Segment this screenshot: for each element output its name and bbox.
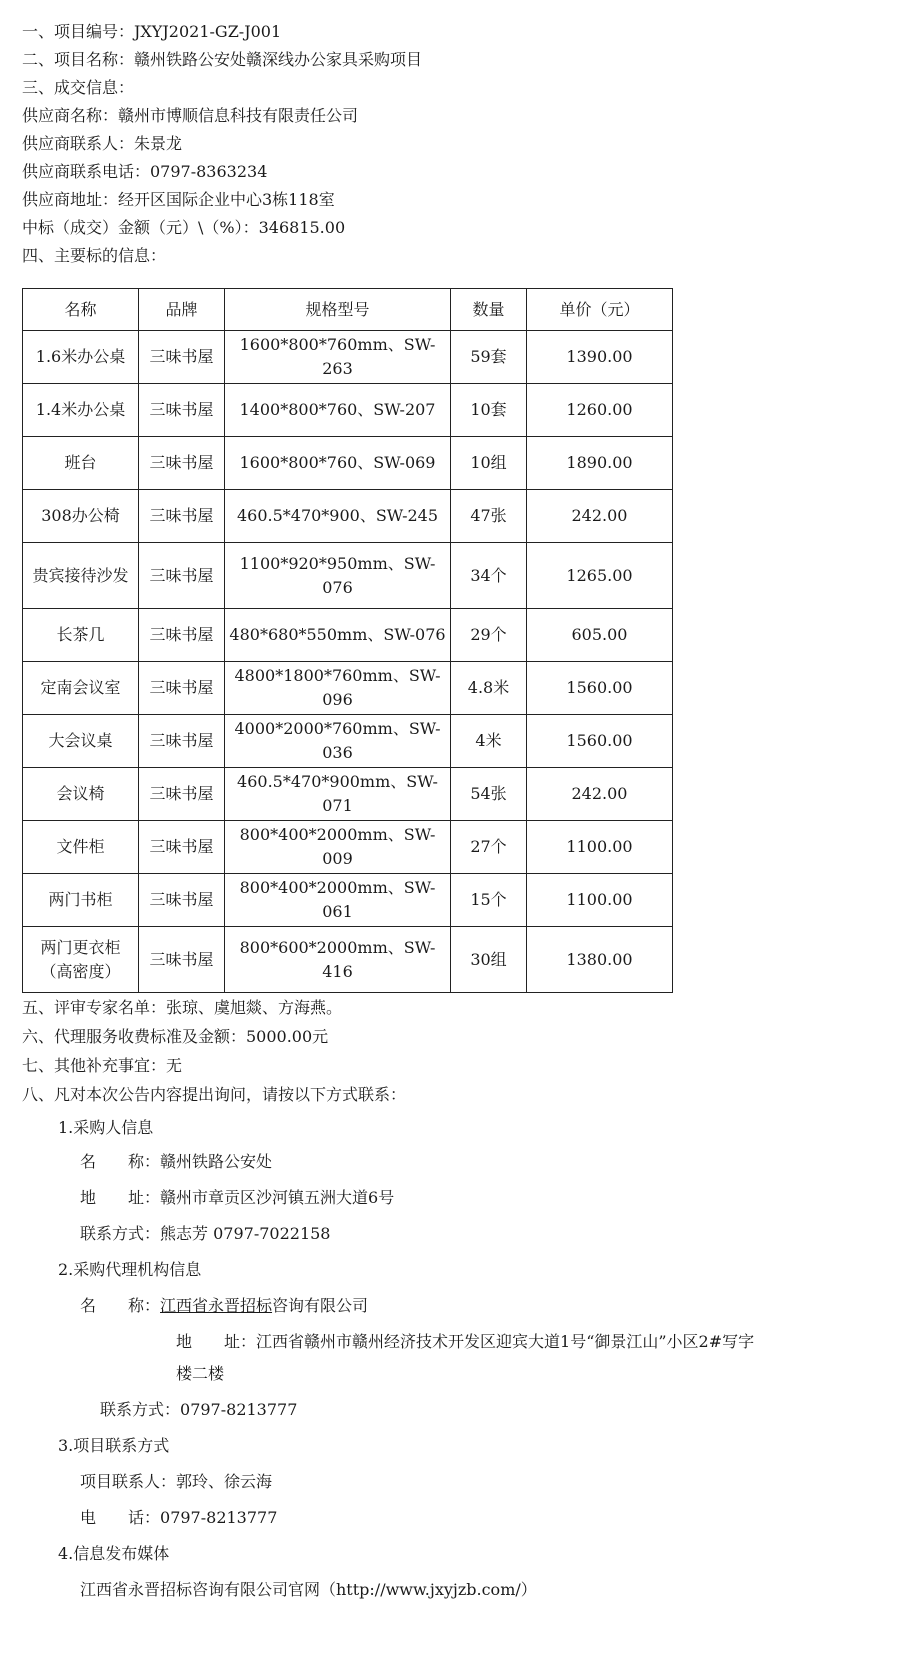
- cell-unit-price: 1100.00: [527, 874, 673, 927]
- cell-name: 308办公椅: [23, 490, 139, 543]
- media-link[interactable]: 江西省永晋招标咨询有限公司官网（http://www.jxyjzb.com/）: [80, 1580, 537, 1599]
- cell-spec: 460.5*470*900、SW-245: [225, 490, 451, 543]
- cell-name: 定南会议室: [23, 662, 139, 715]
- cell-brand: 三味书屋: [139, 662, 225, 715]
- agency-contact: [100, 1400, 297, 1420]
- supplier-name: 供应商名称：赣州市博顺信息科技有限责任公司: [22, 106, 359, 125]
- agency-contact-label: 联系方式：: [100, 1400, 181, 1419]
- cell-quantity: 30组: [451, 927, 527, 993]
- agency-name-label: 名 称：: [80, 1296, 161, 1315]
- agency-title: 2.采购代理机构信息: [58, 1260, 202, 1279]
- agency-name-part-a: 江西省永晋: [160, 1296, 241, 1315]
- cell-spec: 800*400*2000mm、SW-009: [225, 821, 451, 874]
- table-row: [23, 662, 673, 715]
- table-row: [23, 927, 673, 993]
- cell-brand: 三味书屋: [139, 609, 225, 662]
- cell-name: 班台: [23, 437, 139, 490]
- project-title: 3.项目联系方式: [58, 1436, 170, 1455]
- cell-name: 长茶几: [23, 609, 139, 662]
- media-title: 4.信息发布媒体: [58, 1544, 170, 1563]
- table-row: [23, 331, 673, 384]
- agency-address-line1: 江西省赣州市赣州经济技术开发区迎宾大道1号“御景江山”小区2#写字: [256, 1332, 755, 1351]
- items-table: [22, 288, 673, 993]
- other-matters: 七、其他补充事宜：无: [22, 1056, 183, 1075]
- project-person-value: 郭玲、徐云海: [176, 1472, 273, 1491]
- cell-quantity: 15个: [451, 874, 527, 927]
- table-row: [23, 874, 673, 927]
- purchaser-address: [80, 1188, 394, 1208]
- cell-name: 两门书柜: [23, 874, 139, 927]
- table-header-row: [23, 289, 673, 331]
- cell-quantity: 4.8米: [451, 662, 527, 715]
- deal-info-heading: 三、成交信息：: [22, 78, 135, 97]
- winning-amount: 中标（成交）金额（元）\（%）：346815.00: [22, 218, 346, 237]
- purchaser-title: 1.采购人信息: [58, 1118, 154, 1137]
- cell-quantity: 27个: [451, 821, 527, 874]
- purchaser-address-label: 地 址：: [80, 1188, 161, 1207]
- cell-unit-price: 242.00: [527, 768, 673, 821]
- purchaser-address-value: 赣州市章贡区沙河镇五洲大道6号: [160, 1188, 395, 1207]
- cell-name: 1.6米办公桌: [23, 331, 139, 384]
- cell-name: 大会议桌: [23, 715, 139, 768]
- project-phone: [80, 1508, 277, 1528]
- cell-spec: 1600*800*760、SW-069: [225, 437, 451, 490]
- col-unit-price: 单价（元）: [527, 289, 673, 331]
- cell-unit-price: 1890.00: [527, 437, 673, 490]
- purchaser-name: [80, 1152, 272, 1172]
- project-number: 一、项目编号：JXYJ2021-GZ-J001: [22, 22, 282, 41]
- cell-brand: 三味书屋: [139, 715, 225, 768]
- cell-name: 会议椅: [23, 768, 139, 821]
- cell-spec: 460.5*470*900mm、SW-071: [225, 768, 451, 821]
- cell-unit-price: 242.00: [527, 490, 673, 543]
- cell-brand: 三味书屋: [139, 331, 225, 384]
- cell-brand: 三味书屋: [139, 490, 225, 543]
- agency-name-part-b: 招标: [240, 1296, 273, 1315]
- project-phone-value: 0797-8213777: [160, 1508, 278, 1527]
- cell-spec: 480*680*550mm、SW-076: [225, 609, 451, 662]
- cell-quantity: 59套: [451, 331, 527, 384]
- agency-address-label: 地 址：: [176, 1332, 257, 1351]
- table-row: [23, 715, 673, 768]
- cell-spec: 800*600*2000mm、SW-416: [225, 927, 451, 993]
- table-row: [23, 543, 673, 609]
- supplier-address: 供应商地址：经开区国际企业中心3栋118室: [22, 190, 335, 209]
- table-row: [23, 437, 673, 490]
- supplier-contact: 供应商联系人：朱景龙: [22, 134, 183, 153]
- cell-brand: 三味书屋: [139, 768, 225, 821]
- project-person: [80, 1472, 272, 1492]
- project-person-label: 项目联系人：: [80, 1472, 177, 1491]
- cell-name: 1.4米办公桌: [23, 384, 139, 437]
- project-name: 二、项目名称：赣州铁路公安处赣深线办公家具采购项目: [22, 50, 423, 69]
- cell-name: 文件柜: [23, 821, 139, 874]
- cell-unit-price: 1265.00: [527, 543, 673, 609]
- cell-unit-price: 1100.00: [527, 821, 673, 874]
- cell-brand: 三味书屋: [139, 874, 225, 927]
- project-phone-label: 电 话：: [80, 1508, 161, 1527]
- main-items-heading: 四、主要标的信息：: [22, 246, 167, 265]
- cell-spec: 800*400*2000mm、SW-061: [225, 874, 451, 927]
- col-brand: 品牌: [139, 289, 225, 331]
- cell-spec: 4000*2000*760mm、SW-036: [225, 715, 451, 768]
- table-row: [23, 609, 673, 662]
- cell-spec: 4800*1800*760mm、SW-096: [225, 662, 451, 715]
- table-row: [23, 490, 673, 543]
- agency-contact-value: 0797-8213777: [180, 1400, 298, 1419]
- agency-name: [80, 1296, 368, 1316]
- cell-spec: 1600*800*760mm、SW-263: [225, 331, 451, 384]
- agency-name-part-c: 咨询有限公司: [272, 1296, 369, 1315]
- col-name: 名称: [23, 289, 139, 331]
- col-quantity: 数量: [451, 289, 527, 331]
- agency-address-cont: 楼二楼: [176, 1364, 225, 1383]
- cell-name: 两门更衣柜（高密度）: [23, 927, 139, 993]
- purchaser-name-value: 赣州铁路公安处: [160, 1152, 273, 1171]
- cell-brand: 三味书屋: [139, 821, 225, 874]
- cell-unit-price: 1260.00: [527, 384, 673, 437]
- table-row: [23, 384, 673, 437]
- cell-brand: 三味书屋: [139, 384, 225, 437]
- cell-spec: 1100*920*950mm、SW-076: [225, 543, 451, 609]
- cell-quantity: 34个: [451, 543, 527, 609]
- cell-quantity: 29个: [451, 609, 527, 662]
- col-spec: 规格型号: [225, 289, 451, 331]
- cell-quantity: 4米: [451, 715, 527, 768]
- contact-heading: 八、凡对本次公告内容提出询问，请按以下方式联系：: [22, 1085, 407, 1104]
- cell-quantity: 10组: [451, 437, 527, 490]
- purchaser-contact-value: 熊志芳 0797-7022158: [160, 1224, 331, 1243]
- purchaser-name-label: 名 称：: [80, 1152, 161, 1171]
- cell-brand: 三味书屋: [139, 437, 225, 490]
- table-row: [23, 821, 673, 874]
- purchaser-contact-label: 联系方式：: [80, 1224, 161, 1243]
- cell-quantity: 54张: [451, 768, 527, 821]
- experts-list: 五、评审专家名单：张琼、虞旭燚、方海燕。: [22, 998, 343, 1017]
- purchaser-contact: [80, 1224, 331, 1244]
- cell-unit-price: 605.00: [527, 609, 673, 662]
- table-row: [23, 768, 673, 821]
- cell-brand: 三味书屋: [139, 543, 225, 609]
- cell-spec: 1400*800*760、SW-207: [225, 384, 451, 437]
- agency-fee: 六、代理服务收费标准及金额：5000.00元: [22, 1027, 329, 1046]
- cell-quantity: 10套: [451, 384, 527, 437]
- cell-unit-price: 1560.00: [527, 662, 673, 715]
- cell-brand: 三味书屋: [139, 927, 225, 993]
- cell-quantity: 47张: [451, 490, 527, 543]
- cell-unit-price: 1560.00: [527, 715, 673, 768]
- cell-unit-price: 1380.00: [527, 927, 673, 993]
- cell-name: 贵宾接待沙发: [23, 543, 139, 609]
- cell-unit-price: 1390.00: [527, 331, 673, 384]
- agency-address: [176, 1332, 754, 1352]
- supplier-phone: 供应商联系电话：0797-8363234: [22, 162, 268, 181]
